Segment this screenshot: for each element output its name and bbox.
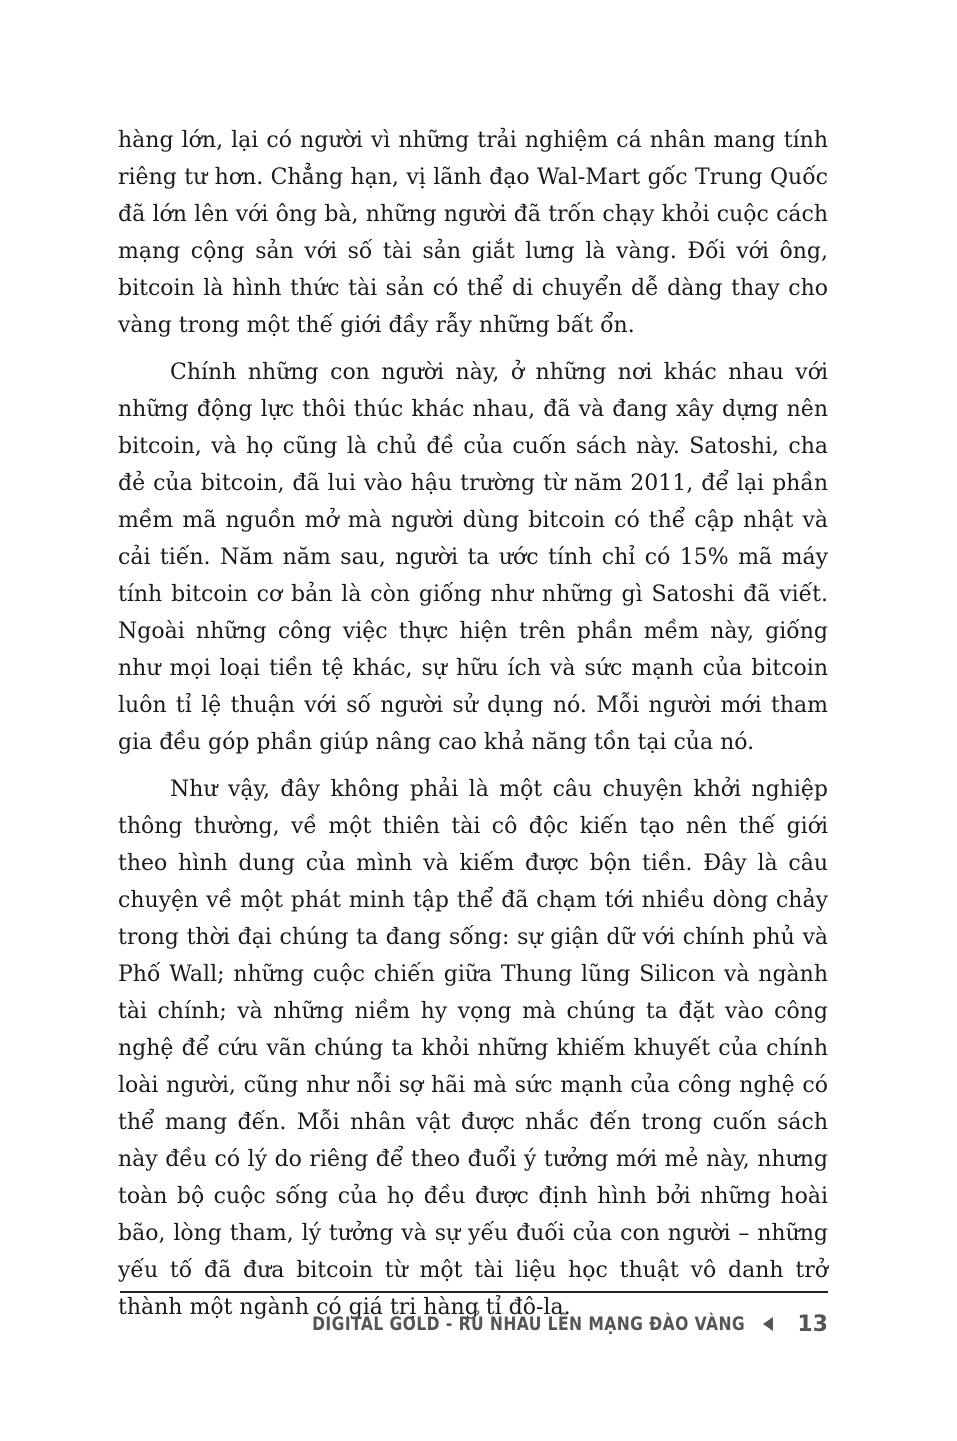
running-footer-title: DIGITAL GOLD - RỦ NHAU LÊN MẠNG ĐÀO VÀNG [312, 1313, 746, 1335]
footer-divider [120, 1291, 828, 1293]
paragraph: Như vậy, đây không phải là một câu chuyện khởi nghiệp thông thường, về một thiên tài cô độc kiến tạo nên thế giới theo hình dung của mình và kiếm được bộn tiền. Đây là câu chuyện về một phát minh tập thể đã chạm tới nhiều dòng chảy trong thời đại chúng ta đang sống: sự giận dữ với chính phủ và Phố Wall; những cuộc chiến giữa Thung lũng Silicon và ngành tài chính; và những niềm hy vọng mà chúng ta đặt vào công nghệ để cứu vãn chúng ta khỏi những khiếm khuyết của chính loài người, cũng như nỗi sợ hãi mà sức mạnh của công nghệ có thể mang đến. Mỗi nhân vật được nhắc đến trong cuốn sách này đều có lý do riêng để theo đuổi ý tưởng mới mẻ này, nhưng toàn bộ cuộc sống của họ đều được định hình bởi những hoài bão, lòng tham, lý tưởng và sự yếu đuối của con người – những yếu tố đã đưa bitcoin từ một tài liệu học thuật vô danh trở thành một ngành có giá trị hàng tỉ đô-la. [118, 777, 828, 1320]
paragraph: Chính những con người này, ở những nơi khác nhau với những động lực thôi thúc khác nhau, đã và đang xây dựng nên bitcoin, và họ cũng là chủ đề của cuốn sách này. Satoshi, cha đẻ của bitcoin, đã lui vào hậu trường từ năm 2011, để lại phần mềm mã nguồn mở mà người dùng bitcoin có thể cập nhật và cải tiến. Năm năm sau, người ta ước tính chỉ có 15% mã máy tính bitcoin cơ bản là còn giống như những gì Satoshi đã viết. Ngoài những công việc thực hiện trên phần mềm này, giống như mọi loại tiền tệ khác, sự hữu ích và sức mạnh của bitcoin luôn tỉ lệ thuận với số người sử dụng nó. Mỗi người mới tham gia đều góp phần giúp nâng cao khả năng tồn tại của nó. [118, 360, 828, 755]
page-footer [120, 1306, 828, 1342]
page-body [118, 122, 828, 1326]
triangle-left-icon [763, 1317, 773, 1331]
paragraph-continued: hàng lớn, lại có người vì những trải nghiệm cá nhân mang tính riêng tư hơn. Chẳng hạn, vị lãnh đạo Wal-Mart gốc Trung Quốc đã lớn lên với ông bà, những người đã trốn chạy khỏi cuộc cách mạng cộng sản với số tài sản giắt lưng là vàng. Đối với ông, bitcoin là hình thức tài sản có thể di chuyển dễ dàng thay cho vàng trong một thế giới đầy rẫy những bất ổn. [118, 128, 828, 338]
page-number: 13 [797, 1311, 828, 1337]
